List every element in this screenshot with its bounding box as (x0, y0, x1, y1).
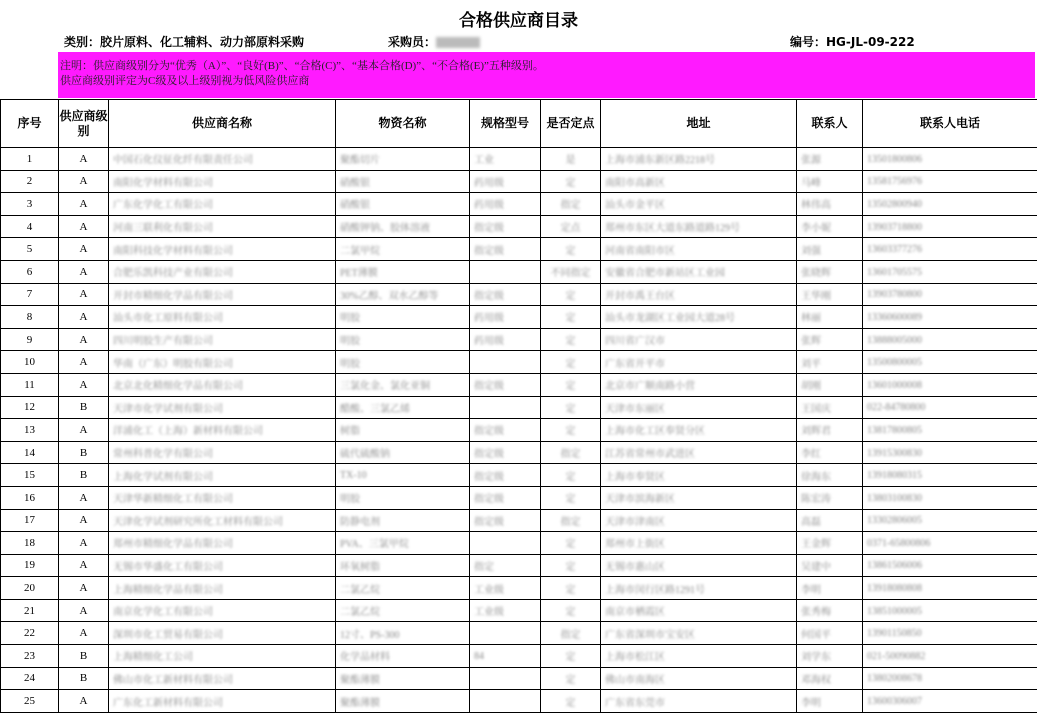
cell-name: 天津市化学试剂有限公司 (109, 396, 336, 419)
cell-no: 24 (1, 667, 59, 690)
table-row (1, 599, 1037, 622)
cell-level: A (59, 577, 109, 600)
cell-material: 明胶 (336, 328, 470, 351)
cell-material: 三氯化金、氯化亚铜 (336, 373, 470, 396)
cell-contact: 李明 (797, 690, 863, 713)
table-row (1, 441, 1037, 464)
cell-no: 13 (1, 419, 59, 442)
table-row (1, 238, 1037, 261)
cell-phone: 13500800005 (863, 351, 1037, 374)
cell-level: B (59, 667, 109, 690)
cell-contact: 高磊 (797, 509, 863, 532)
cell-no: 2 (1, 170, 59, 193)
cell-material: 聚酯薄膜 (336, 690, 470, 713)
table-row (1, 577, 1037, 600)
cell-material: 硫代硫酸钠 (336, 441, 470, 464)
cell-fixed: 指定 (541, 509, 601, 532)
cell-name: 洋浦化工（上海）新材料有限公司 (109, 419, 336, 442)
table-row (1, 170, 1037, 193)
cell-name: 天津化学试剂研究所化工材料有限公司 (109, 509, 336, 532)
table-row (1, 215, 1037, 238)
cell-phone: 13600306007 (863, 690, 1037, 713)
table-row (1, 464, 1037, 487)
table-row (1, 486, 1037, 509)
cell-spec: 药用级 (470, 193, 541, 216)
cell-material: TX-10 (336, 464, 470, 487)
cell-fixed: 定 (541, 532, 601, 555)
cell-phone: 13915300830 (863, 441, 1037, 464)
table-row (1, 554, 1037, 577)
cell-phone: 13601000008 (863, 373, 1037, 396)
cell-phone: 0371-65800806 (863, 532, 1037, 555)
table-row (1, 645, 1037, 668)
cell-level: A (59, 148, 109, 171)
table-row (1, 260, 1037, 283)
cell-phone: 021-50090882 (863, 645, 1037, 668)
cell-addr: 上海市奉贤区 (601, 464, 797, 487)
cell-fixed: 定 (541, 554, 601, 577)
cell-material: PET薄膜 (336, 260, 470, 283)
cell-contact: 王华刚 (797, 283, 863, 306)
cell-addr: 河南省南阳市区 (601, 238, 797, 261)
cell-fixed: 定 (541, 328, 601, 351)
cell-name: 上海精细化工公司 (109, 645, 336, 668)
cell-material: 树脂 (336, 419, 470, 442)
cell-contact: 林伟高 (797, 193, 863, 216)
cell-level: A (59, 193, 109, 216)
col-header-material: 物资名称 (336, 100, 470, 148)
cell-addr: 汕头市金平区 (601, 193, 797, 216)
cell-addr: 无锡市惠山区 (601, 554, 797, 577)
col-header-contact: 联系人 (797, 100, 863, 148)
cell-level: B (59, 396, 109, 419)
cell-level: A (59, 622, 109, 645)
cell-no: 10 (1, 351, 59, 374)
col-header-address: 地址 (601, 100, 797, 148)
cell-contact: 李小妮 (797, 215, 863, 238)
cell-spec: 指定级 (470, 215, 541, 238)
cell-level: A (59, 238, 109, 261)
cell-name: 上海化学试剂有限公司 (109, 464, 336, 487)
cell-phone: 022-84780800 (863, 396, 1037, 419)
cell-spec: 84 (470, 645, 541, 668)
cell-material: 环氧树脂 (336, 554, 470, 577)
buyer-field (388, 33, 480, 50)
cell-material: 化学品材料 (336, 645, 470, 668)
cell-name: 汕头市化工原料有限公司 (109, 306, 336, 329)
col-header-level: 供应商级别 (59, 100, 109, 148)
cell-name: 合肥乐凯科技产业有限公司 (109, 260, 336, 283)
cell-fixed: 定 (541, 396, 601, 419)
cell-phone: 13918080808 (863, 577, 1037, 600)
cell-level: A (59, 554, 109, 577)
cell-name: 北京北化精细化学品有限公司 (109, 373, 336, 396)
cell-spec (470, 396, 541, 419)
table-row (1, 328, 1037, 351)
cell-fixed: 不同指定 (541, 260, 601, 283)
cell-fixed: 是 (541, 148, 601, 171)
cell-contact: 刘强 (797, 238, 863, 261)
cell-no: 23 (1, 645, 59, 668)
cell-addr: 天津市津南区 (601, 509, 797, 532)
cell-name: 无锡市华盛化工有限公司 (109, 554, 336, 577)
cell-spec (470, 260, 541, 283)
cell-material: 明胶 (336, 351, 470, 374)
cell-no: 21 (1, 599, 59, 622)
table-row (1, 373, 1037, 396)
cell-material: 二氯乙烷 (336, 577, 470, 600)
cell-phone: 13603377276 (863, 238, 1037, 261)
cell-level: A (59, 170, 109, 193)
cell-name: 四川明胶生产有限公司 (109, 328, 336, 351)
cell-fixed: 定 (541, 373, 601, 396)
cell-addr: 上海市化工区奉贤分区 (601, 419, 797, 442)
cell-contact: 邓海权 (797, 667, 863, 690)
cell-fixed: 定 (541, 667, 601, 690)
cell-addr: 广东省东莞市 (601, 690, 797, 713)
table-row (1, 306, 1037, 329)
cell-material: 硝酸银 (336, 170, 470, 193)
cell-phone: 13851000005 (863, 599, 1037, 622)
cell-contact: 徐海东 (797, 464, 863, 487)
cell-addr: 上海市闵行区路1291号 (601, 577, 797, 600)
cell-contact: 吴建中 (797, 554, 863, 577)
cell-spec: 指定级 (470, 238, 541, 261)
cell-name: 中国石化仪征化纤有限责任公司 (109, 148, 336, 171)
cell-spec: 指定级 (470, 486, 541, 509)
cell-phone: 13901150850 (863, 622, 1037, 645)
cell-no: 5 (1, 238, 59, 261)
cell-material: 30%乙醇、双水乙醇等 (336, 283, 470, 306)
cell-no: 14 (1, 441, 59, 464)
cell-no: 8 (1, 306, 59, 329)
cell-name: 南阳科技化学材料有限公司 (109, 238, 336, 261)
cell-contact: 李明 (797, 577, 863, 600)
cell-level: A (59, 599, 109, 622)
cell-phone: 13903780800 (863, 283, 1037, 306)
cell-fixed: 定 (541, 599, 601, 622)
cell-spec: 药用级 (470, 170, 541, 193)
cell-name: 南阳化学材料有限公司 (109, 170, 336, 193)
page-title: 合格供应商目录 (0, 6, 1037, 31)
cell-level: B (59, 645, 109, 668)
cell-fixed: 定 (541, 351, 601, 374)
buyer-name-redacted (436, 37, 480, 48)
cell-addr: 广东省开平市 (601, 351, 797, 374)
table-row (1, 419, 1037, 442)
cell-phone: 13581756976 (863, 170, 1037, 193)
cell-material: 醋酸、三氯乙烯 (336, 396, 470, 419)
cell-phone: 13803100830 (863, 486, 1037, 509)
cell-phone: 13888005000 (863, 328, 1037, 351)
cell-material: 12寸、PS-300 (336, 622, 470, 645)
cell-spec: 指定级 (470, 509, 541, 532)
cell-contact: 王国庆 (797, 396, 863, 419)
cell-material: 硝酸银 (336, 193, 470, 216)
cell-name: 南京化学化工有限公司 (109, 599, 336, 622)
cell-spec (470, 351, 541, 374)
col-header-name: 供应商名称 (109, 100, 336, 148)
cell-spec (470, 532, 541, 555)
cell-contact: 何国平 (797, 622, 863, 645)
cell-no: 9 (1, 328, 59, 351)
cell-material: 聚酯切片 (336, 148, 470, 171)
cell-material: 明胶 (336, 486, 470, 509)
cell-level: A (59, 373, 109, 396)
supplier-table (0, 99, 1037, 713)
table-row (1, 532, 1037, 555)
cell-fixed: 定 (541, 690, 601, 713)
cell-phone: 13601705575 (863, 260, 1037, 283)
cell-contact: 张晓辉 (797, 260, 863, 283)
note-banner (58, 52, 1035, 98)
cell-material: PVA、三氯甲烷 (336, 532, 470, 555)
cell-fixed: 定 (541, 486, 601, 509)
cell-fixed: 定 (541, 419, 601, 442)
buyer-label: 采购员： (388, 35, 436, 49)
cell-no: 15 (1, 464, 59, 487)
table-row (1, 193, 1037, 216)
cell-fixed: 定 (541, 283, 601, 306)
col-header-fixed: 是否定点 (541, 100, 601, 148)
cell-level: B (59, 464, 109, 487)
cell-fixed: 指定 (541, 193, 601, 216)
cell-level: A (59, 690, 109, 713)
cell-addr: 天津市东丽区 (601, 396, 797, 419)
cell-name: 深圳市化工贸易有限公司 (109, 622, 336, 645)
cell-name: 广东化学化工有限公司 (109, 193, 336, 216)
cell-level: A (59, 283, 109, 306)
cell-no: 18 (1, 532, 59, 555)
cell-fixed: 定 (541, 645, 601, 668)
cell-contact: 刘学东 (797, 645, 863, 668)
cell-phone: 13302806005 (863, 509, 1037, 532)
cell-material: 明胶 (336, 306, 470, 329)
cell-no: 25 (1, 690, 59, 713)
cell-spec (470, 667, 541, 690)
cell-name: 广东化工新材料有限公司 (109, 690, 336, 713)
cell-fixed: 指定 (541, 441, 601, 464)
cell-addr: 上海市浦东新区路2218号 (601, 148, 797, 171)
cell-addr: 南阳市高新区 (601, 170, 797, 193)
cell-addr: 佛山市南海区 (601, 667, 797, 690)
cell-level: B (59, 441, 109, 464)
cell-material: 硝酸钾钠、胶体溶液 (336, 215, 470, 238)
cell-phone: 13817800805 (863, 419, 1037, 442)
cell-no: 4 (1, 215, 59, 238)
cell-fixed: 指定 (541, 622, 601, 645)
cell-spec: 工业 (470, 148, 541, 171)
cell-spec: 指定级 (470, 464, 541, 487)
note-line-2: 供应商级别评定为C级及以上级别视为低风险供应商 (60, 74, 1035, 89)
cell-material: 二氯甲烷 (336, 238, 470, 261)
cell-level: A (59, 486, 109, 509)
cell-contact: 陈宏涛 (797, 486, 863, 509)
cell-material: 防静电剂 (336, 509, 470, 532)
cell-addr: 郑州市东区大道东路道路129号 (601, 215, 797, 238)
cell-no: 16 (1, 486, 59, 509)
cell-fixed: 定 (541, 238, 601, 261)
category-label: 类别：胶片原料、化工辅料、动力部原料采购 (64, 33, 304, 50)
col-header-spec: 规格型号 (470, 100, 541, 148)
cell-level: A (59, 419, 109, 442)
cell-fixed: 定 (541, 464, 601, 487)
cell-material: 聚酯薄膜 (336, 667, 470, 690)
cell-no: 11 (1, 373, 59, 396)
document-code: 编号：HG-JL-09-222 (790, 33, 915, 50)
cell-name: 天津华新精细化工有限公司 (109, 486, 336, 509)
cell-no: 3 (1, 193, 59, 216)
table-row (1, 396, 1037, 419)
table-row (1, 667, 1037, 690)
cell-addr: 郑州市上街区 (601, 532, 797, 555)
cell-contact: 李红 (797, 441, 863, 464)
cell-contact: 胡刚 (797, 373, 863, 396)
cell-spec: 指定 (470, 554, 541, 577)
cell-addr: 上海市松江区 (601, 645, 797, 668)
cell-contact: 林丽 (797, 306, 863, 329)
cell-no: 17 (1, 509, 59, 532)
table-row (1, 283, 1037, 306)
cell-contact: 张辉 (797, 328, 863, 351)
cell-spec: 药用级 (470, 328, 541, 351)
cell-spec: 指定级 (470, 373, 541, 396)
cell-contact: 王金辉 (797, 532, 863, 555)
cell-contact: 刘平 (797, 351, 863, 374)
cell-no: 19 (1, 554, 59, 577)
cell-material: 二氯乙烷 (336, 599, 470, 622)
cell-name: 上海精细化学品有限公司 (109, 577, 336, 600)
cell-fixed: 定点 (541, 215, 601, 238)
cell-phone: 13802008678 (863, 667, 1037, 690)
cell-level: A (59, 306, 109, 329)
cell-no: 20 (1, 577, 59, 600)
cell-spec: 工业级 (470, 577, 541, 600)
cell-phone: 13502800940 (863, 193, 1037, 216)
cell-name: 郑州市精细化学品有限公司 (109, 532, 336, 555)
cell-addr: 南京市栖霞区 (601, 599, 797, 622)
cell-no: 1 (1, 148, 59, 171)
cell-contact: 张秀梅 (797, 599, 863, 622)
cell-addr: 安徽省合肥市新站区工业园 (601, 260, 797, 283)
cell-no: 22 (1, 622, 59, 645)
cell-spec: 指定级 (470, 441, 541, 464)
table-row (1, 148, 1037, 171)
table-row (1, 351, 1037, 374)
cell-spec (470, 622, 541, 645)
table-header-row (1, 100, 1037, 148)
cell-name: 河南三联利化有限公司 (109, 215, 336, 238)
cell-phone: 13360600089 (863, 306, 1037, 329)
cell-name: 常州科普化学有限公司 (109, 441, 336, 464)
cell-contact: 马峰 (797, 170, 863, 193)
cell-addr: 江苏省常州市武进区 (601, 441, 797, 464)
note-line-1: 注明：供应商级别分为“优秀（A）”、“良好(B)”、“合格(C)”、“基本合格(D)”、“不合格(E)”五种级别。 (60, 59, 1035, 74)
cell-phone: 13918080315 (863, 464, 1037, 487)
cell-addr: 北京市广顺南路小营 (601, 373, 797, 396)
cell-addr: 开封市禹王台区 (601, 283, 797, 306)
cell-level: A (59, 509, 109, 532)
cell-phone: 13861506006 (863, 554, 1037, 577)
cell-name: 佛山市化工新材料有限公司 (109, 667, 336, 690)
cell-level: A (59, 260, 109, 283)
table-row (1, 509, 1037, 532)
cell-spec: 药用级 (470, 306, 541, 329)
cell-spec: 指定级 (470, 419, 541, 442)
cell-level: A (59, 215, 109, 238)
cell-contact: 刘辉君 (797, 419, 863, 442)
cell-fixed: 定 (541, 306, 601, 329)
cell-name: 华南（广东）明胶有限公司 (109, 351, 336, 374)
col-header-phone: 联系人电话 (863, 100, 1037, 148)
cell-addr: 汕头市龙湖区工业园大道28号 (601, 306, 797, 329)
cell-name: 开封市精细化学品有限公司 (109, 283, 336, 306)
table-row (1, 622, 1037, 645)
cell-fixed: 定 (541, 577, 601, 600)
cell-spec: 指定级 (470, 283, 541, 306)
col-header-no: 序号 (1, 100, 59, 148)
cell-level: A (59, 532, 109, 555)
cell-addr: 天津市滨海新区 (601, 486, 797, 509)
cell-addr: 广东省深圳市宝安区 (601, 622, 797, 645)
cell-no: 7 (1, 283, 59, 306)
cell-no: 12 (1, 396, 59, 419)
cell-phone: 13903718800 (863, 215, 1037, 238)
cell-level: A (59, 328, 109, 351)
cell-phone: 13501800806 (863, 148, 1037, 171)
cell-spec: 工业级 (470, 599, 541, 622)
cell-no: 6 (1, 260, 59, 283)
cell-contact: 张源 (797, 148, 863, 171)
cell-fixed: 定 (541, 170, 601, 193)
cell-level: A (59, 351, 109, 374)
cell-addr: 四川省广汉市 (601, 328, 797, 351)
